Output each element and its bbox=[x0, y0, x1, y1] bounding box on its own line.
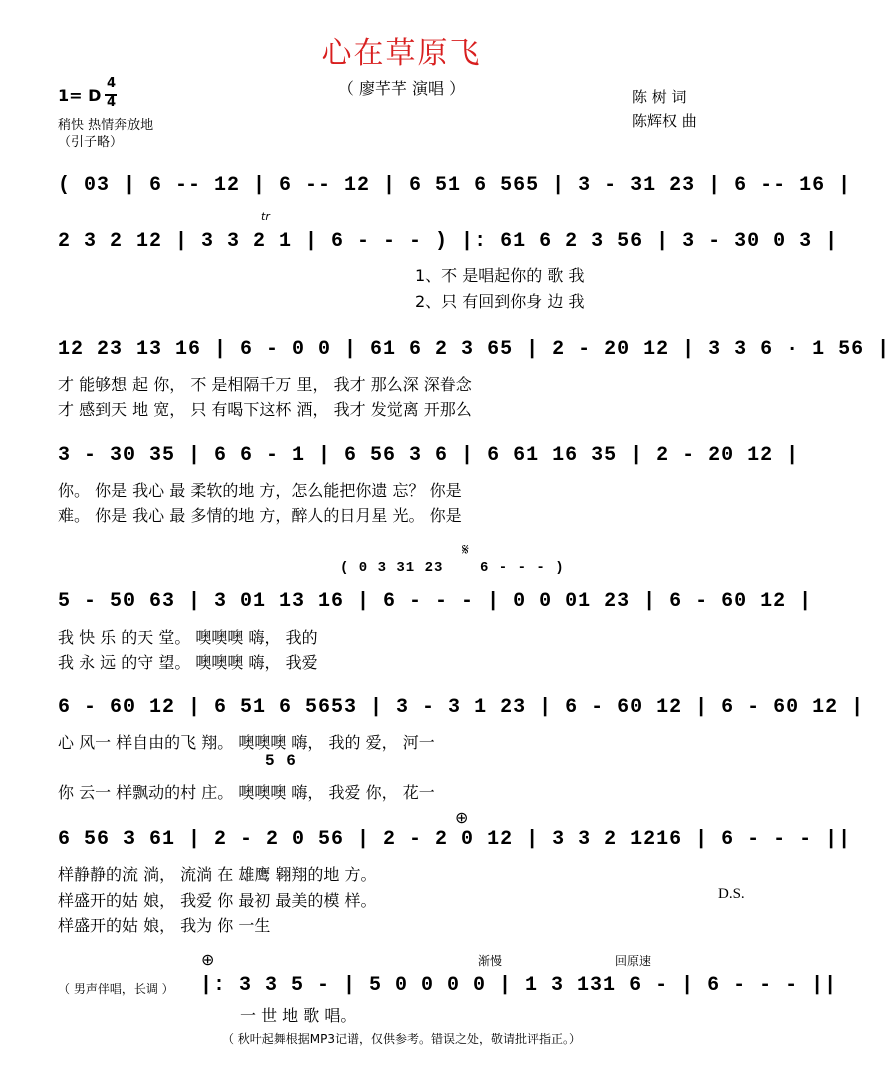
lyric-row-7c: 样盛开的姑 娘， 我为 你 一生 bbox=[58, 916, 271, 935]
lyric-row-5b: 我 永 远 的守 望。 噢噢噢 嗨， 我爱 bbox=[58, 653, 318, 672]
lyric-row-6a: 心 风一 样自由的飞 翔。 噢噢噢 嗨， 我的 爱， 河一 bbox=[58, 733, 435, 752]
tempo-marking: 稍快 热情奔放地 bbox=[58, 118, 154, 133]
notation-row-4: 3 - 30 35 | 6 6 - 1 | 6 56 3 6 | 6 61 16 35 | 2 - 20 12 | bbox=[58, 444, 800, 467]
song-title: 心在草原飞 bbox=[321, 36, 482, 71]
lyric-row-4b: 难。 你是 我心 最 多情的地 方，醉人的日月星 光。 你是 bbox=[58, 506, 462, 525]
time-numerator: 4 bbox=[107, 76, 117, 91]
accompaniment-note: （ 男声伴唱，长调 ） bbox=[58, 982, 174, 996]
lyric-row-3a: 才 能够想 起 你， 不 是相隔千万 里， 我才 那么深 深眷念 bbox=[58, 375, 472, 394]
lyric-row-8: 一 世 地 歌 唱。 bbox=[240, 1006, 357, 1025]
lyric-row-2a: 1、不 是唱起你的 歌 我 bbox=[415, 266, 585, 285]
a-tempo-mark: 回原速 bbox=[615, 954, 652, 968]
mid-notes: 5 6 bbox=[265, 752, 297, 770]
coda-sign-1: ⊕ bbox=[455, 808, 469, 827]
notation-row-6: 6 - 60 12 | 6 51 6 5653 | 3 - 3 1 23 | 6 - 60 12 | 6 - 60 12 | bbox=[58, 696, 865, 719]
notation-paren-top-2: 6 - - - ) bbox=[480, 560, 565, 576]
lyric-row-5a: 我 快 乐 的天 堂。 噢噢噢 嗨， 我的 bbox=[58, 628, 318, 647]
notation-row-3: 12 23 13 16 | 6 - 0 0 | 61 6 2 3 65 | 2 - 20 12 | 3 3 6 · 1 56 | bbox=[58, 338, 890, 361]
coda-sign-2: ⊕ bbox=[201, 950, 215, 969]
segno-sign: 𝄋 bbox=[462, 540, 469, 559]
lyric-row-7b: 样盛开的姑 娘， 我爱 你 最初 最美的模 样。 bbox=[58, 891, 377, 910]
lyric-row-7a: 样静静的流 淌， 流淌 在 雄鹰 翱翔的地 方。 bbox=[58, 865, 377, 884]
lyric-row-2b: 2、只 有回到你身 边 我 bbox=[415, 292, 585, 311]
lyric-row-4a: 你。 你是 我心 最 柔软的地 方，怎么能把你遗 忘？ 你是 bbox=[58, 481, 462, 500]
key-signature: 1= D bbox=[58, 86, 102, 105]
notation-row-8: |: 3 3 5 - | 5 0 0 0 0 | 1 3 131 6 - | 6 - - - || bbox=[200, 974, 838, 997]
singer-credit: （ 廖芊芊 演唱 ） bbox=[337, 79, 466, 98]
notation-row-1: ( 03 | 6 -- 12 | 6 -- 12 | 6 51 6 565 | 3 - 31 23 | 6 -- 16 | bbox=[58, 174, 852, 197]
lyric-row-3b: 才 感到天 地 宽， 只 有喝下这杯 酒， 我才 发觉离 开那么 bbox=[58, 400, 472, 419]
ritardando-mark: 渐慢 bbox=[478, 954, 503, 968]
footer-note: （ 秋叶起舞根据MP3记谱，仅供参考。错误之处，敬请批评指正。） bbox=[221, 1032, 582, 1046]
time-denominator: 4 bbox=[107, 95, 117, 110]
ds-marking: D.S. bbox=[718, 886, 745, 902]
notation-row-7: 6 56 3 61 | 2 - 2 0 56 | 2 - 2 0 12 | 3 3 2 1216 | 6 - - - || bbox=[58, 828, 852, 851]
notation-paren-top: ( 0 3 31 23 bbox=[340, 560, 444, 576]
intro-note: （引子略） bbox=[58, 135, 124, 150]
lyricist-credit: 陈 树 词 bbox=[632, 88, 687, 106]
lyric-row-6b: 你 云一 样飘动的村 庄。 噢噢噢 嗨， 我爱 你， 花一 bbox=[58, 783, 435, 802]
notation-row-2: 2 3 2 12 | 3 3 2 1 | 6 - - - ) |: 61 6 2 3 56 | 3 - 30 0 3 | bbox=[58, 230, 839, 253]
notation-row-5: 5 - 50 63 | 3 01 13 16 | 6 - - - | 0 0 01 23 | 6 - 60 12 | bbox=[58, 590, 813, 613]
trill-mark: tr bbox=[261, 210, 270, 223]
composer-credit: 陈辉权 曲 bbox=[632, 112, 697, 130]
